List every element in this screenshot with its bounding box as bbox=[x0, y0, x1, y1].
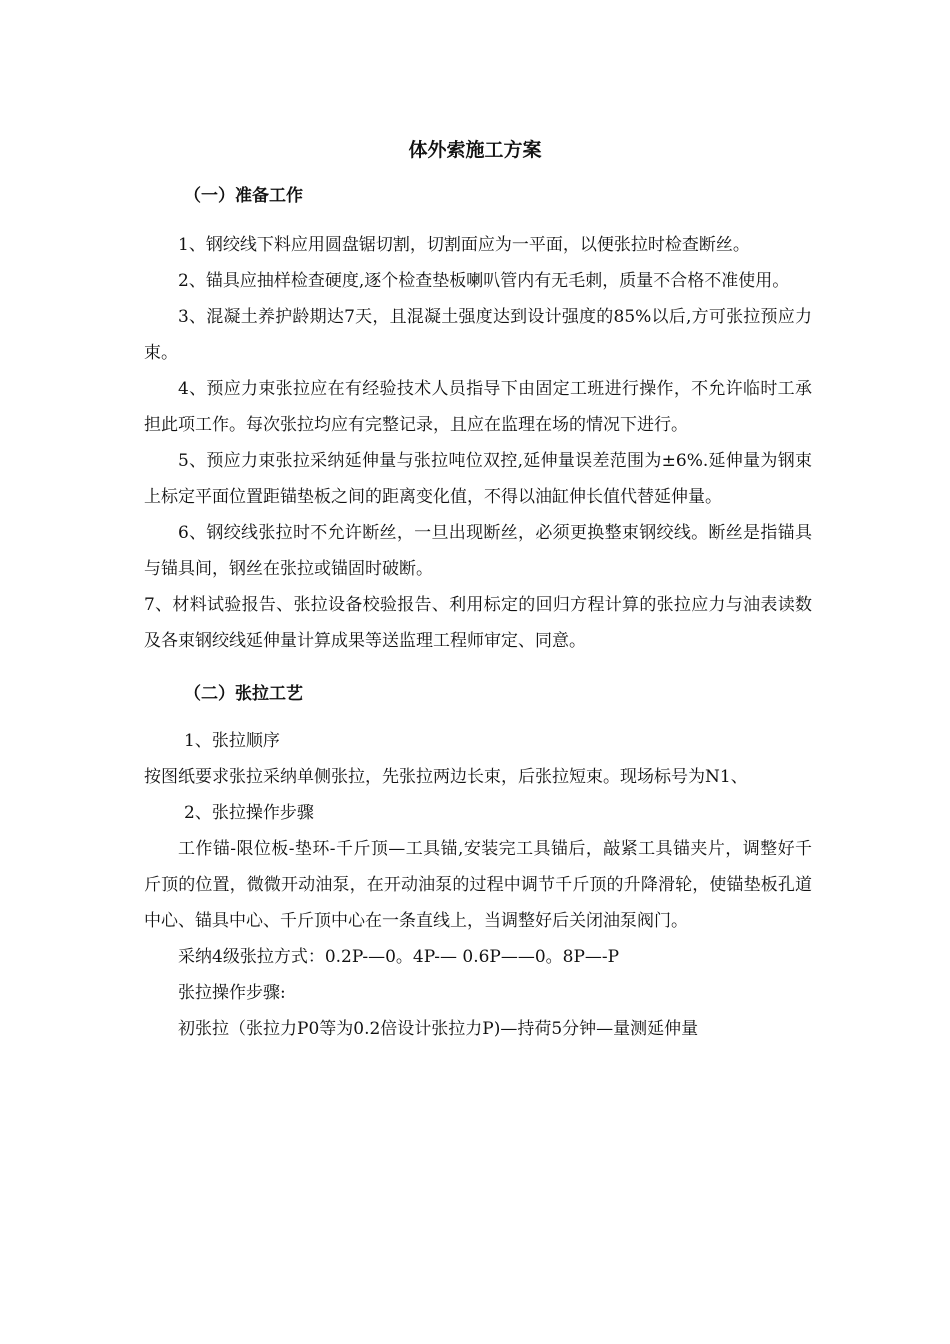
paragraph-item-2: 2、锚具应抽样检查硬度,逐个检查垫板喇叭管内有无毛刺，质量不合格不准使用。 bbox=[178, 271, 790, 291]
document-title: 体外索施工方案 bbox=[408, 139, 542, 161]
subheading-sequence: 1、张拉顺序 bbox=[184, 731, 280, 751]
paragraph-sequence: 按图纸要求张拉采纳单侧张拉，先张拉两边长束，后张拉短束。现场标号为N1、 bbox=[144, 767, 748, 787]
section-heading-tensioning: （二）张拉工艺 bbox=[184, 684, 303, 704]
paragraph-item-6: 6、钢绞线张拉时不允许断丝，一旦出现断丝，必须更换整束钢绞线。断丝是指锚具与锚具间，钢丝在张拉或锚固时破断。 bbox=[144, 523, 812, 579]
paragraph-initial-tension: 初张拉（张拉力P0等为0.2倍设计张拉力P)—持荷5分钟—量测延伸量 bbox=[178, 1019, 699, 1039]
paragraph-item-3: 3、混凝土养护龄期达7天，且混凝土强度达到设计强度的85%以后,方可张拉预应力束。 bbox=[144, 307, 812, 363]
paragraph-item-4: 4、预应力束张拉应在有经验技术人员指导下由固定工班进行操作，不允许临时工承担此项工作。每次张拉均应有完整记录，且应在监理在场的情况下进行。 bbox=[144, 379, 812, 435]
paragraph-item-5: 5、预应力束张拉采纳延伸量与张拉吨位双控,延伸量误差范围为±6%.延伸量为钢束上标定平面位置距锚垫板之间的距离变化值，不得以油缸伸长值代替延伸量。 bbox=[144, 451, 812, 507]
paragraph-steps-label: 张拉操作步骤: bbox=[178, 983, 286, 1003]
document-body bbox=[144, 181, 812, 1047]
subheading-steps: 2、张拉操作步骤 bbox=[184, 803, 314, 823]
paragraph-method: 采纳4级张拉方式：0.2P-—0。4P-— 0.6P——0。8P—-P bbox=[178, 947, 620, 967]
paragraph-item-1: 1、钢绞线下料应用圆盘锯切割，切割面应为一平面，以便张拉时检查断丝。 bbox=[178, 235, 750, 255]
paragraph-steps: 工作锚-限位板-垫环-千斤顶—工具锚,安装完工具锚后，敲紧工具锚夹片，调整好千斤顶的位置，微微开动油泵，在开动油泵的过程中调节千斤顶的升降滑轮，使锚垫板孔道中心、锚具中心、千斤顶中心在一条直线上，当调整好后关闭油泵阀门。 bbox=[144, 839, 812, 931]
paragraph-item-7: 7、材料试验报告、张拉设备校验报告、利用标定的回归方程计算的张拉应力与油表读数及各束钢绞线延伸量计算成果等送监理工程师审定、同意。 bbox=[144, 595, 812, 651]
section-heading-preparation: （一）准备工作 bbox=[184, 186, 303, 206]
